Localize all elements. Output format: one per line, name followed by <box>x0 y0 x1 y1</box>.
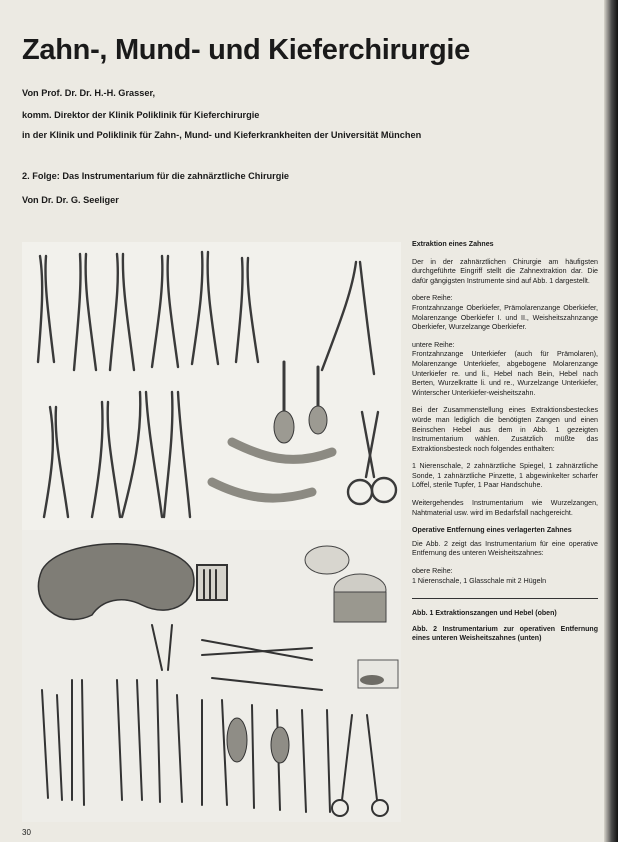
figure-1-photo <box>22 242 401 532</box>
section-heading-extraction: Extraktion eines Zahnes <box>412 240 494 248</box>
text-column <box>412 240 598 650</box>
figure-2-caption: Abb. 2 Instrumentarium zur operativen Entfernung eines unteren Weisheitszahnes (unten) <box>412 625 598 643</box>
paragraph-intro: Der in der zahnärztlichen Chirurgie am häufigsten durchgeführte Eingriff stellt die Zahnextraktion dar. Die dafür gängigsten Instrumente sind auf Abb. 1 dargestellt. <box>412 257 598 285</box>
paragraph-kit: Bei der Zusammenstellung eines Extraktionsbesteckes würde man lediglich die benötigten Zangen und einen Beinschen Hebel aus dem in Abb. 1 gezeigten Instrumentarium wählen. Zusätzlich müßte das Extraktionsbesteck noch folgendes enthalten: <box>412 406 598 453</box>
coauthor-line: Von Dr. Dr. G. Seeliger <box>22 195 119 205</box>
section-heading-operative: Operative Entfernung eines verlagerten Zahnes <box>412 526 572 535</box>
author-position: komm. Direktor der Klinik Poliklinik für Kieferchirurgie <box>22 110 260 120</box>
fig2-upper-row-paragraph <box>412 567 598 586</box>
scan-binding-edge <box>604 0 618 842</box>
upper-row-text: Frontzahnzange Oberkiefer, Prämolarenzange Oberkiefer, Molarenzange Oberkiefer I. und II., Weisheitszahnzange Oberkiefer, Wurzelzange Oberkiefer. <box>412 303 598 332</box>
author-line: Von Prof. Dr. Dr. H.-H. Grasser, <box>22 88 156 98</box>
figure-1-caption: Abb. 1 Extraktionszangen und Hebel (oben) <box>412 610 557 618</box>
lower-row-label: untere Reihe: <box>412 340 455 349</box>
lower-row-paragraph <box>412 341 598 399</box>
paragraph-fig2-intro: Die Abb. 2 zeigt das Instrumentarium für eine operative Entfernung des unteren Weisheitszahnes: <box>412 539 598 558</box>
fig2-upper-row-label: obere Reihe: <box>412 567 453 576</box>
paragraph-kit-contents: 1 Nierenschale, 2 zahnärztliche Spiegel, 1 zahnärztliche Sonde, 1 zahnärztliche Pinzette, 1 abgewinkelter scharfer Löffel, sterile Tupfer, 1 Paar Handschuhe. <box>412 462 598 490</box>
caption-divider <box>412 598 598 599</box>
institution-line: in der Klinik und Poliklinik für Zahn-, Mund- und Kieferkrankheiten der Universität München <box>22 130 422 140</box>
upper-row-paragraph <box>412 294 598 332</box>
fig2-upper-row-text: 1 Nierenschale, 1 Glasschale mit 2 Hügeln <box>412 576 547 585</box>
page-number: 30 <box>22 828 31 837</box>
operative-instruments-illustration <box>22 530 401 822</box>
article-title: Zahn-, Mund- und Kieferchirurgie <box>22 34 470 66</box>
extraction-forceps-illustration <box>22 242 401 532</box>
upper-row-label: obere Reihe: <box>412 294 453 303</box>
series-title: 2. Folge: Das Instrumentarium für die zahnärztliche Chirurgie <box>22 171 289 181</box>
lower-row-text: Frontzahnzange Unterkiefer (auch für Prämolaren), Molarenzange Unterkiefer, abgebogene Molarenzange Unterkiefer re. und li., Hebel nach Bein, Hebel nach Berten, Wurzelkratte li. und re., Wurzelzange Unterkiefer, Winterscher Unterkiefer-weisheitszahn. <box>412 350 598 397</box>
figure-2-photo <box>22 530 401 822</box>
paragraph-further-instruments: Weitergehendes Instrumentarium wie Wurzelzangen, Nahtmaterial usw. wird im Bedarfsfall nachgereicht. <box>412 499 598 517</box>
